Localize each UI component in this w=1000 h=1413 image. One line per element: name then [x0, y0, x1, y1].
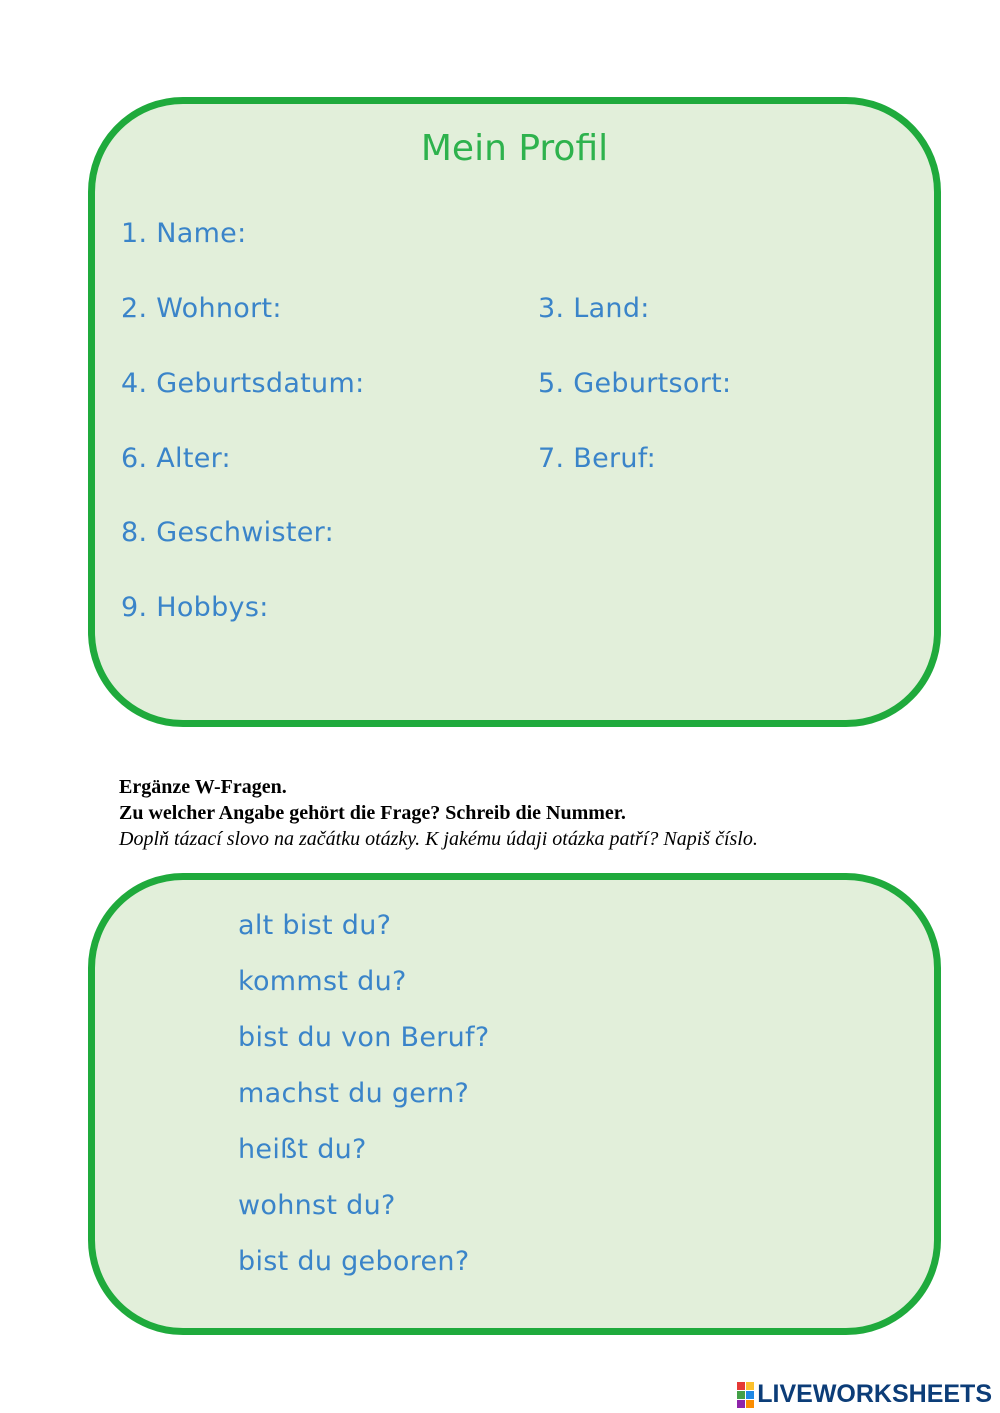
field-name: 1. Name: — [121, 218, 247, 249]
field-wohnort: 2. Wohnort: — [121, 293, 282, 324]
brand-text: LIVEWORKSHEETS — [757, 1380, 992, 1408]
instruction-line-3: Doplň tázací slovo na začátku otázky. K jakému údaji otázka patří? Napiš číslo. — [119, 828, 758, 850]
question-geboren: bist du geboren? — [238, 1246, 470, 1277]
profile-card — [88, 97, 941, 727]
field-hobbys: 9. Hobbys: — [121, 592, 269, 623]
field-geburtsort: 5. Geburtsort: — [538, 368, 732, 399]
question-wohnst: wohnst du? — [238, 1190, 396, 1221]
instruction-line-2: Zu welcher Angabe gehört die Frage? Schreib die Nummer. — [119, 802, 626, 824]
field-geburtsdatum: 4. Geburtsdatum: — [121, 368, 365, 399]
question-kommst: kommst du? — [238, 966, 407, 997]
question-alt: alt bist du? — [238, 910, 392, 941]
profile-title: Mein Profil — [420, 128, 609, 169]
field-geschwister: 8. Geschwister: — [121, 517, 334, 548]
field-alter: 6. Alter: — [121, 443, 231, 474]
question-gern: machst du gern? — [238, 1078, 470, 1109]
field-beruf: 7. Beruf: — [538, 443, 657, 474]
questions-card — [88, 873, 941, 1335]
question-beruf: bist du von Beruf? — [238, 1022, 490, 1053]
brand-watermark — [737, 1380, 992, 1409]
brand-logo-icon — [737, 1382, 754, 1408]
instruction-line-1: Ergänze W-Fragen. — [119, 776, 287, 798]
field-land: 3. Land: — [538, 293, 650, 324]
question-heisst: heißt du? — [238, 1134, 367, 1165]
instructions — [119, 774, 758, 852]
